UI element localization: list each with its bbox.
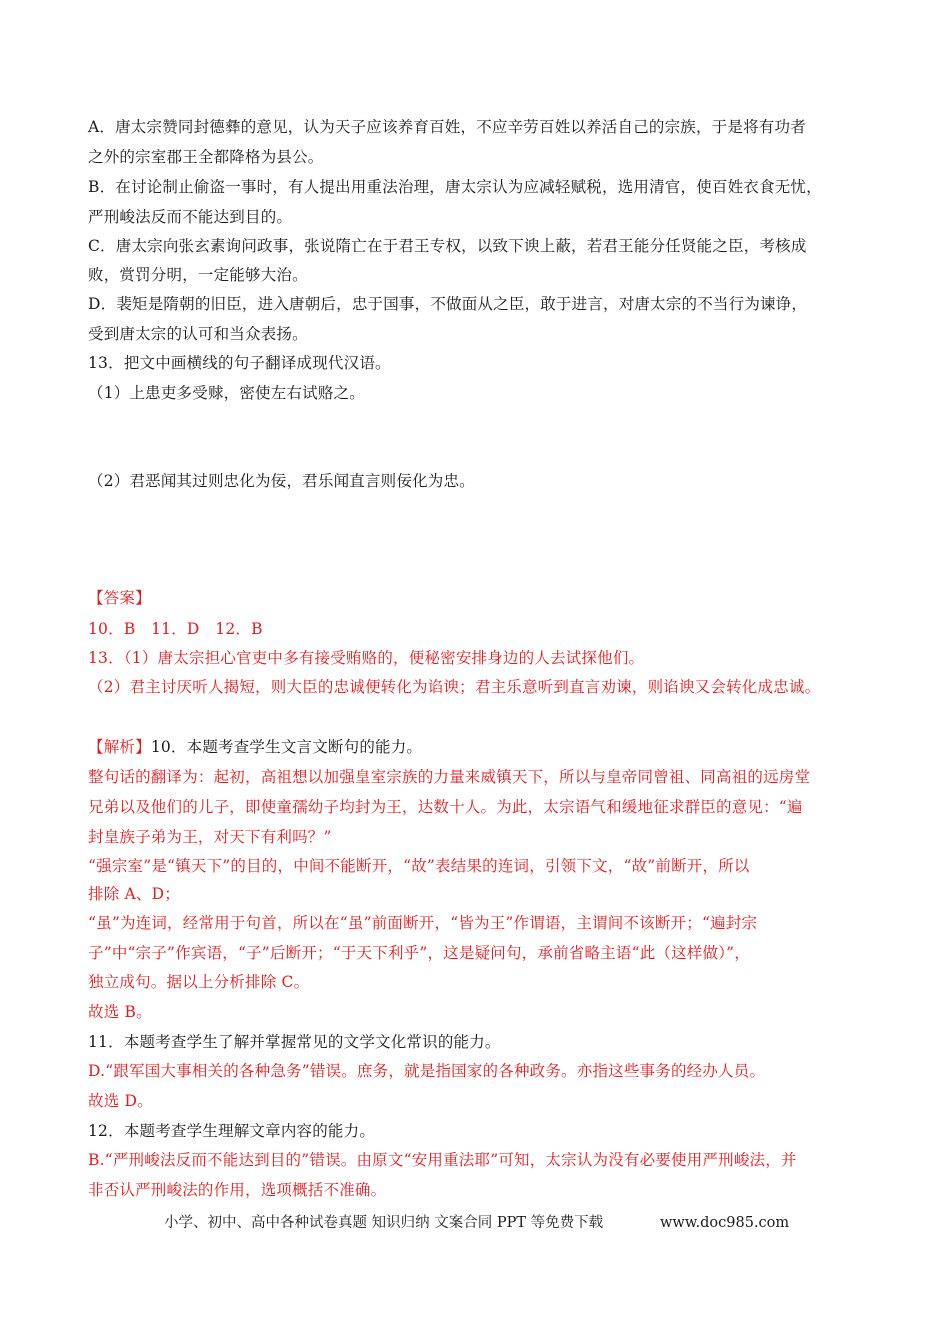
analysis-q10-conclusion: 故选 B。 [88, 1003, 152, 1021]
analysis-q10-line-8: 独立成句。据以上分析排除 C。 [88, 973, 310, 991]
footer-text: 小学、初中、高中各种试卷真题 知识归纳 文案合同 PPT 等免费下载 [164, 1215, 604, 1231]
analysis-q10-head: 10．本题考查学生文言文断句的能力。 [150, 738, 423, 756]
answer-translation-2: （2）君主讨厌听人揭短，则大臣的忠诚便转化为谄谀；君主乐意听到直言劝谏，则谄谀又会转化成忠诚。 [88, 678, 821, 696]
answer-label: 【答案】 [88, 589, 151, 607]
analysis-q10-line-3: 封皇族子弟为王，对天下有利吗？” [88, 828, 332, 846]
analysis-q10-line-1: 整句话的翻译为：起初，高祖想以加强皇室宗族的力量来威镇天下，所以与皇帝同曾祖、同高祖的远房堂 [88, 768, 811, 786]
q13-sentence-1: （1）上患吏多受赇，密使左右试赂之。 [88, 384, 365, 402]
option-a-line1: A．唐太宗赞同封德彝的意见，认为天子应该养育百姓，不应辛劳百姓以养活自己的宗族，于是将有功者 [88, 118, 806, 136]
footer-url[interactable]: www.doc985.com [660, 1215, 790, 1231]
analysis-q11-head: 11．本题考查学生了解并掌握常见的文学文化常识的能力。 [88, 1033, 501, 1051]
answer-choices: 10．B 11．D 12．B [88, 620, 263, 638]
option-b-line1: B．在讨论制止偷盗一事时，有人提出用重法治理，唐太宗认为应减轻赋税，选用清官，使百姓衣食无忧， [88, 178, 822, 196]
analysis-label: 【解析】 [88, 738, 151, 756]
analysis-q12-line-1: B.“严刑峻法反而不能达到目的”错误。由原文“安用重法耶”可知，太宗认为没有必要使用严刑峻法，并 [88, 1151, 797, 1169]
option-c-line1: C．唐太宗向张玄素询问政事，张说隋亡在于君王专权，以致下谀上蔽，若君王能分任贤能之臣，考核成 [88, 237, 807, 255]
option-d-line2: 受到唐太宗的认可和当众表扬。 [88, 325, 308, 343]
option-c-line2: 败，赏罚分明，一定能够大治。 [88, 266, 308, 284]
option-b-line2: 严刑峻法反而不能达到目的。 [88, 208, 293, 226]
analysis-q10-line-4: “强宗室”是“镇天下”的目的，中间不能断开，“故”表结果的连词，引领下文，“故”前断开，所以 [88, 857, 750, 875]
analysis-q12-line-2: 非否认严刑峻法的作用，选项概括不准确。 [88, 1181, 387, 1199]
analysis-heading [88, 737, 868, 757]
analysis-q10-line-7: 子”中“宗子”作宾语，“子”后断开；“于天下利乎”，这是疑问句，承前省略主语“此（这样做）”， [88, 944, 750, 962]
q13-stem: 13．把文中画横线的句子翻译成现代汉语。 [88, 354, 391, 372]
answer-translation-1: 13．（1）唐太宗担心官吏中多有接受贿赂的，便秘密安排身边的人去试探他们。 [88, 649, 645, 667]
option-d-line1: D．裴矩是隋朝的旧臣，进入唐朝后，忠于国事，不做面从之臣，敢于进言，对唐太宗的不当行为谏诤， [88, 295, 808, 313]
analysis-q11-body: D.“跟军国大事相关的各种急务”错误。庶务，就是指国家的各种政务。亦指这些事务的经办人员。 [88, 1062, 766, 1080]
option-a-line2: 之外的宗室郡王全都降格为县公。 [88, 148, 324, 166]
analysis-q12-head: 12．本题考查学生理解文章内容的能力。 [88, 1122, 376, 1140]
q13-sentence-2: （2）君恶闻其过则忠化为佞，君乐闻直言则佞化为忠。 [88, 472, 475, 490]
analysis-q10-line-2: 兄弟以及他们的儿子，即使童孺幼子均封为王，达数十人。为此，太宗语气和缓地征求群臣的意见：“遍 [88, 798, 803, 816]
analysis-q10-line-5: 排除 A、D； [88, 885, 180, 903]
analysis-q10-line-6: “虽”为连词，经常用于句首，所以在“虽”前面断开，“皆为王”作谓语，主谓间不该断开；“遍封宗 [88, 914, 758, 932]
analysis-q11-conclusion: 故选 D。 [88, 1092, 153, 1110]
